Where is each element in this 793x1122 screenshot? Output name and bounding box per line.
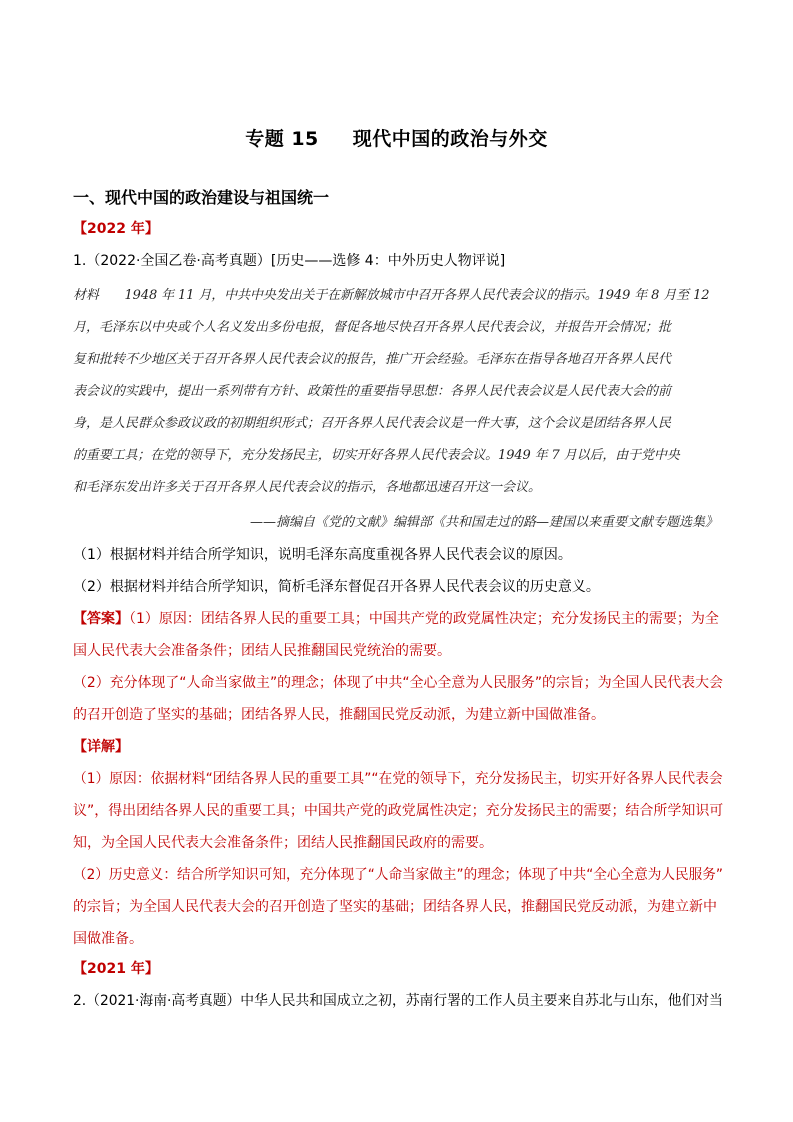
year-tag-2022: 【2022 年】 xyxy=(73,221,159,237)
detail-line: （2）历史意义：结合所学知识可知，充分体现了“人命当家做主”的理念；体现了中共“全心全意为人民服务” xyxy=(73,867,723,883)
material-line: 和毛泽东发出许多关于召开各界人民代表会议的指示，各地都迅速召开这一会议。 xyxy=(73,480,542,495)
answer-line: （2）充分体现了“人命当家做主”的理念；体现了中共“全心全意为人民服务”的宗旨；为全国人民代表大会 xyxy=(73,675,723,691)
topic-number: 专题 15 xyxy=(245,128,319,150)
material-line: 材料 1948 年 11 月，中共中央发出关于在新解放城市中召开各界人民代表会议的指示。1949 年 8 月至 12 xyxy=(73,288,710,303)
material-line: 复和批转不少地区关于召开各界人民代表会议的报告，推广开会经验。毛泽东在指导各地召开各界人民代 xyxy=(73,352,672,367)
page-title xyxy=(0,124,793,151)
material-line: 月，毛泽东以中央或个人名义发出多份电报，督促各地尽快召开各界人民代表会议，并报告开会情况；批 xyxy=(73,320,672,335)
question-2-header: 2.（2021·海南·高考真题）中华人民共和国成立之初，苏南行署的工作人员主要来自苏北与山东，他们对当 xyxy=(73,993,723,1009)
sub-question-1: （1）根据材料并结合所学知识，说明毛泽东高度重视各界人民代表会议的原因。 xyxy=(73,547,572,563)
detail-line: （1）原因：依据材料“团结各界人民的重要工具”“在党的领导下，充分发扬民主，切实开好各界人民代表会 xyxy=(73,771,723,787)
answer-line: 国人民代表大会准备条件；团结人民推翻国民党统治的需要。 xyxy=(73,643,451,659)
material-line: 身，是人民群众参政议政的初期组织形式；召开各界人民代表会议是一件大事，这个会议是团结各界人民 xyxy=(73,416,672,431)
year-tag-2021: 【2021 年】 xyxy=(73,961,159,977)
question-1-header: 1.（2022·全国乙卷·高考真题）[历史——选修 4：中外历史人物评说] xyxy=(73,253,506,269)
answer-line xyxy=(73,608,719,628)
answer-line: 的召开创造了坚实的基础；团结各界人民，推翻国民党反动派，为建立新中国做准备。 xyxy=(73,707,605,723)
detail-line: 国做准备。 xyxy=(73,931,143,947)
detail-line: 知，为全国人民代表大会准备条件；团结人民推翻国民政府的需要。 xyxy=(73,835,493,851)
topic-name: 现代中国的政治与外交 xyxy=(352,128,548,150)
section-heading: 一、现代中国的政治建设与祖国统一 xyxy=(73,188,330,207)
material-line: 的重要工具；在党的领导下，充分发扬民主，切实开好各界人民代表会议。1949 年 7 月以后，由于党中央 xyxy=(73,448,680,463)
material-line: 表会议的实践中，提出一系列带有方针、政策性的重要指导思想：各界人民代表会议是人民代表大会的前 xyxy=(73,384,672,399)
detail-label: 【详解】 xyxy=(73,739,129,755)
sub-question-2: （2）根据材料并结合所学知识，简析毛泽东督促召开各界人民代表会议的历史意义。 xyxy=(73,579,600,595)
answer-label: 【答案】 xyxy=(73,611,129,627)
answer-text: （1）原因：团结各界人民的重要工具；中国共产党的政党属性决定；充分发扬民主的需要；为全 xyxy=(129,611,719,627)
detail-line: 的宗旨；为全国人民代表大会的召开创造了坚实的基础；团结各界人民，推翻国民党反动派，为建立新中 xyxy=(73,899,717,915)
detail-line: 议”，得出团结各界人民的重要工具；中国共产党的政党属性决定；充分发扬民主的需要；结合所学知识可 xyxy=(73,803,724,819)
material-source: ——摘编自《党的文献》编辑部《共和国走过的路—建国以来重要文献专题选集》 xyxy=(249,515,718,530)
